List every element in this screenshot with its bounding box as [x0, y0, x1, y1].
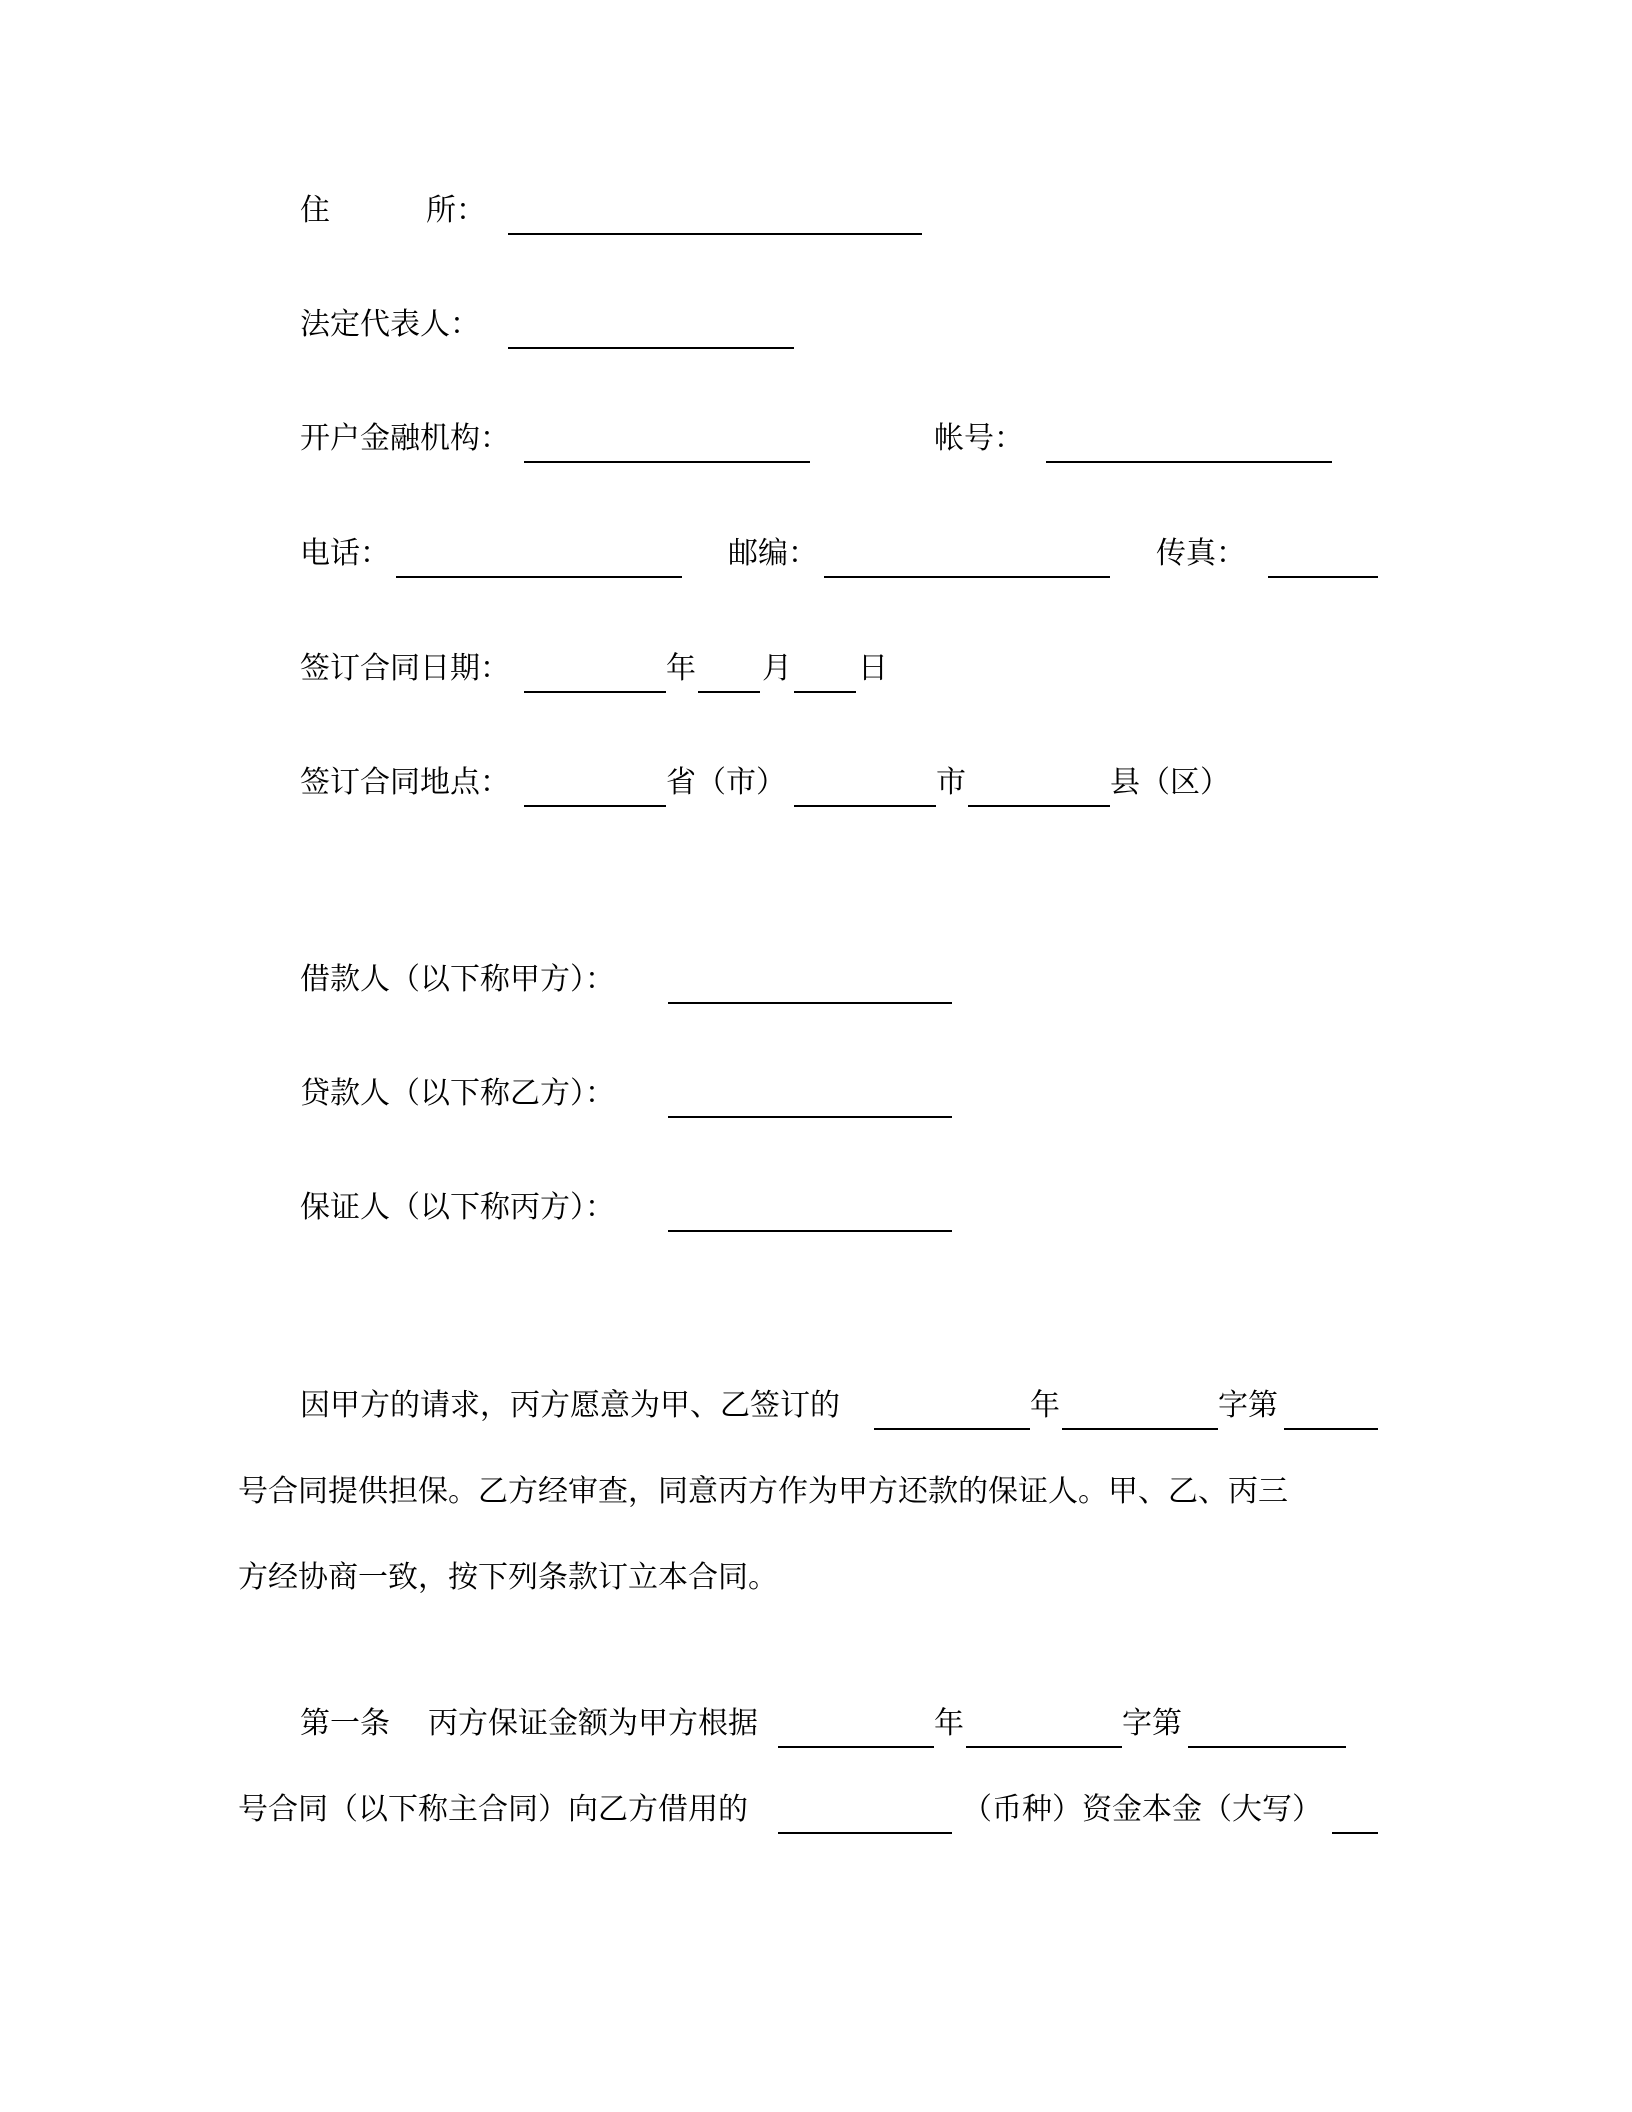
borrower-label: 借款人（以下称甲方）： — [300, 962, 615, 997]
guarantor-blank[interactable] — [668, 1230, 952, 1232]
sign-month-char: 月 — [762, 651, 792, 686]
sign-day-blank[interactable] — [794, 691, 856, 693]
article1-word-blank[interactable] — [966, 1746, 1122, 1748]
sign-day-char: 日 — [858, 651, 888, 686]
lender-blank[interactable] — [668, 1116, 952, 1118]
sign-county-char: 县（区） — [1110, 765, 1230, 800]
fax-blank[interactable] — [1268, 576, 1378, 578]
address-label-char-1: 住 — [300, 193, 330, 228]
sign-county-blank[interactable] — [968, 805, 1110, 807]
bank-label: 开户金融机构： — [300, 421, 510, 456]
account-blank[interactable] — [1046, 461, 1332, 463]
preamble-number-chars: 字第 — [1218, 1388, 1278, 1423]
legal-rep-label: 法定代表人： — [300, 307, 480, 342]
sign-province-char: 省（市） — [666, 765, 786, 800]
preamble-year-blank[interactable] — [874, 1428, 1030, 1430]
preamble-number-blank[interactable] — [1284, 1428, 1378, 1430]
phone-blank[interactable] — [396, 576, 682, 578]
preamble-word-blank[interactable] — [1062, 1428, 1218, 1430]
sign-city-blank[interactable] — [794, 805, 936, 807]
article1-heading: 第一条 — [300, 1706, 390, 1741]
sign-province-blank[interactable] — [524, 805, 666, 807]
sign-date-label: 签订合同日期： — [300, 651, 510, 686]
article1-currency-blank[interactable] — [778, 1832, 952, 1834]
preamble-line1-text: 因甲方的请求，丙方愿意为甲、乙签订的 — [300, 1388, 840, 1423]
sign-year-blank[interactable] — [524, 691, 666, 693]
article1-number-chars: 字第 — [1122, 1706, 1182, 1741]
address-label-char-2: 所： — [426, 193, 486, 228]
article1-line1-text: 丙方保证金额为甲方根据 — [428, 1706, 758, 1741]
preamble-line2: 号合同提供担保。乙方经审查，同意丙方作为甲方还款的保证人。甲、乙、丙三 — [238, 1474, 1288, 1509]
address-blank[interactable] — [508, 233, 922, 235]
article1-number-blank[interactable] — [1188, 1746, 1346, 1748]
fax-label: 传真： — [1156, 536, 1246, 571]
borrower-blank[interactable] — [668, 1002, 952, 1004]
article1-currency-text: （币种）资金本金（大写） — [962, 1792, 1322, 1827]
article1-amount-blank[interactable] — [1332, 1832, 1378, 1834]
postcode-blank[interactable] — [824, 576, 1110, 578]
lender-label: 贷款人（以下称乙方）： — [300, 1076, 615, 1111]
postcode-label: 邮编： — [728, 536, 818, 571]
legal-rep-blank[interactable] — [508, 347, 794, 349]
article1-year-char: 年 — [934, 1706, 964, 1741]
sign-city-char: 市 — [936, 765, 966, 800]
sign-year-char: 年 — [666, 651, 696, 686]
sign-month-blank[interactable] — [698, 691, 760, 693]
article1-line2-text: 号合同（以下称主合同）向乙方借用的 — [238, 1792, 748, 1827]
account-label: 帐号： — [934, 421, 1024, 456]
preamble-line3: 方经协商一致，按下列条款订立本合同。 — [238, 1560, 778, 1595]
sign-place-label: 签订合同地点： — [300, 765, 510, 800]
bank-blank[interactable] — [524, 461, 810, 463]
preamble-year-char: 年 — [1030, 1388, 1060, 1423]
phone-label: 电话： — [300, 536, 390, 571]
article1-year-blank[interactable] — [778, 1746, 934, 1748]
guarantor-label: 保证人（以下称丙方）： — [300, 1190, 615, 1225]
